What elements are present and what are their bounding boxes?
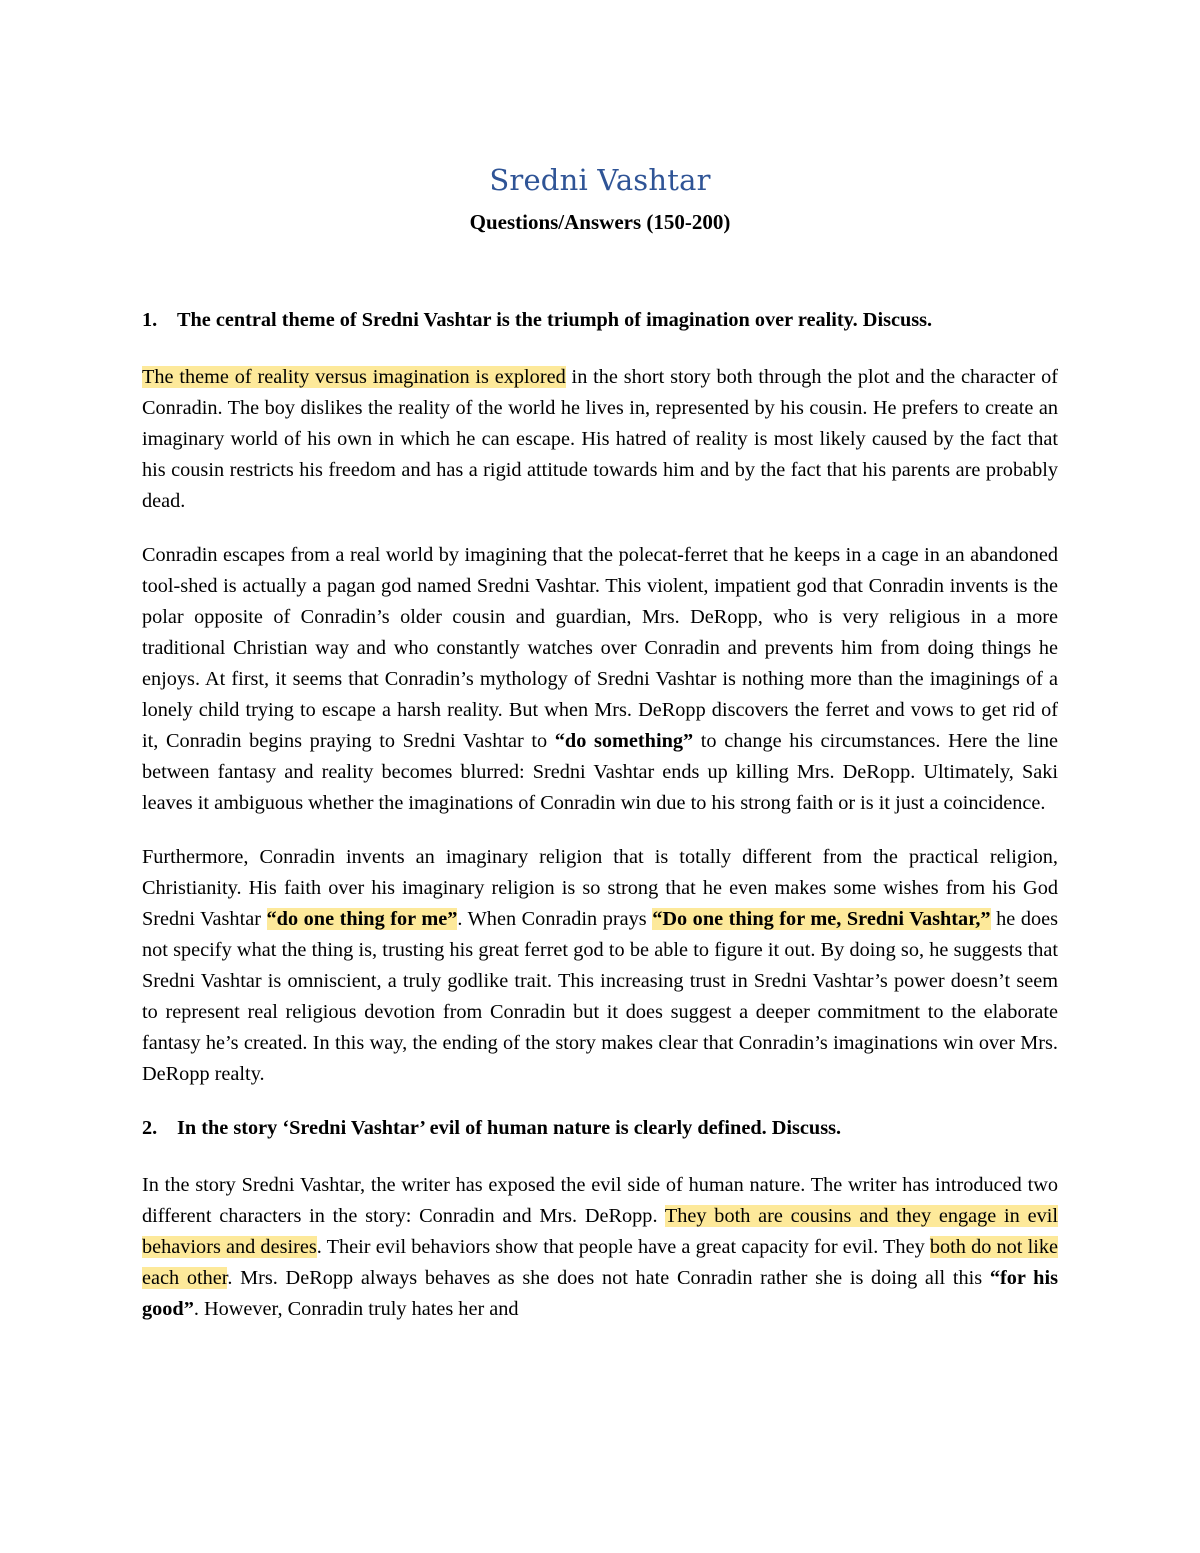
paragraph-text: . However, Conradin truly hates her and — [193, 1298, 519, 1320]
paragraph-text: Furthermore, Conradin invents an imaginary religion that is totally different from the practical religion, Christianity. His faith over his imaginary religion is so strong that he even makes some wishes from his God Sredni Vashtar — [142, 846, 1058, 930]
paragraph-text: . Mrs. DeRopp always behaves as she does not hate Conradin rather she is doing all this — [227, 1267, 990, 1289]
paragraph-text: to change his circumstances. Here the line between fantasy and reality becomes blurred: Sredni Vashtar ends up killing Mrs. DeRopp. Ultimately, Saki leaves it ambiguous whether the imaginations of Conradin win due to his strong faith or is it just a coincidence. — [142, 730, 1058, 814]
question-2-heading — [142, 1113, 1058, 1144]
highlighted-text: The theme of reality versus imagination is explored — [142, 366, 566, 388]
paragraph-text: in the short story both through the plot and the character of Conradin. The boy dislikes the reality of the world he lives in, represented by his cousin. He prefers to create an imaginary world of his own in which he can escape. His hatred of reality is most likely caused by the fact that his cousin restricts his freedom and has a rigid attitude towards him and by the fact that his parents are probably dead. — [142, 366, 1058, 512]
document-body — [142, 305, 1058, 1348]
question-2-number: 2. — [142, 1117, 158, 1139]
question-2-text: In the story ‘Sredni Vashtar’ evil of human nature is clearly defined. Discuss. — [177, 1117, 842, 1139]
paragraph-text: . Their evil behaviors show that people have a great capacity for evil. They — [316, 1236, 930, 1258]
highlighted-text: They both are cousins and they engage in evil behaviors and desires — [142, 1205, 1058, 1258]
answer-1-paragraph-3 — [142, 842, 1058, 1090]
paragraph-text: In the story Sredni Vashtar, the writer has exposed the evil side of human nature. The writer has introduced two different characters in the story: Conradin and Mrs. DeRopp. — [142, 1174, 1058, 1227]
question-1-text: The central theme of Sredni Vashtar is the triumph of imagination over reality. Discuss. — [177, 309, 933, 331]
answer-1-paragraph-2 — [142, 540, 1058, 819]
question-1-number: 1. — [142, 309, 158, 331]
document-title: Sredni Vashtar — [489, 163, 711, 197]
highlighted-text: both do not like each other — [142, 1236, 1058, 1289]
question-1-heading — [142, 305, 1058, 336]
paragraph-text: . When Conradin prays — [457, 908, 653, 930]
document-subtitle: Questions/Answers (150-200) — [469, 210, 731, 234]
answer-1-paragraph-1 — [142, 362, 1058, 517]
bold-quote: “for his good” — [142, 1267, 1058, 1320]
bold-quote: “do something” — [554, 730, 694, 752]
paragraph-text: Conradin escapes from a real world by imagining that the polecat-ferret that he keeps in a cage in an abandoned tool-shed is actually a pagan god named Sredni Vashtar. This violent, impatient god that Conradin invents is the polar opposite of Conradin’s older cousin and guardian, Mrs. DeRopp, who is very religious in a more traditional Christian way and who constantly watches over Conradin and prevents him from doing things he enjoys. At first, it seems that Conradin’s mythology of Sredni Vashtar is nothing more than the imaginings of a lonely child trying to escape a harsh reality. But when Mrs. DeRopp discovers the ferret and vows to get rid of it, Conradin begins praying to Sredni Vashtar to — [142, 544, 1058, 752]
highlighted-bold-quote: “Do one thing for me, Sredni Vashtar,” — [652, 908, 991, 930]
answer-2-paragraph-1 — [142, 1170, 1058, 1325]
paragraph-text: he does not specify what the thing is, trusting his great ferret god to be able to figure it out. By doing so, he suggests that Sredni Vashtar is omniscient, a truly godlike trait. This increasing trust in Sredni Vashtar’s power doesn’t seem to represent real religious devotion from Conradin but it does suggest a deeper commitment to the elaborate fantasy he’s created. In this way, the ending of the story makes clear that Conradin’s imaginations win over Mrs. DeRopp realty. — [142, 908, 1058, 1085]
highlighted-bold-quote: “do one thing for me” — [266, 908, 458, 930]
